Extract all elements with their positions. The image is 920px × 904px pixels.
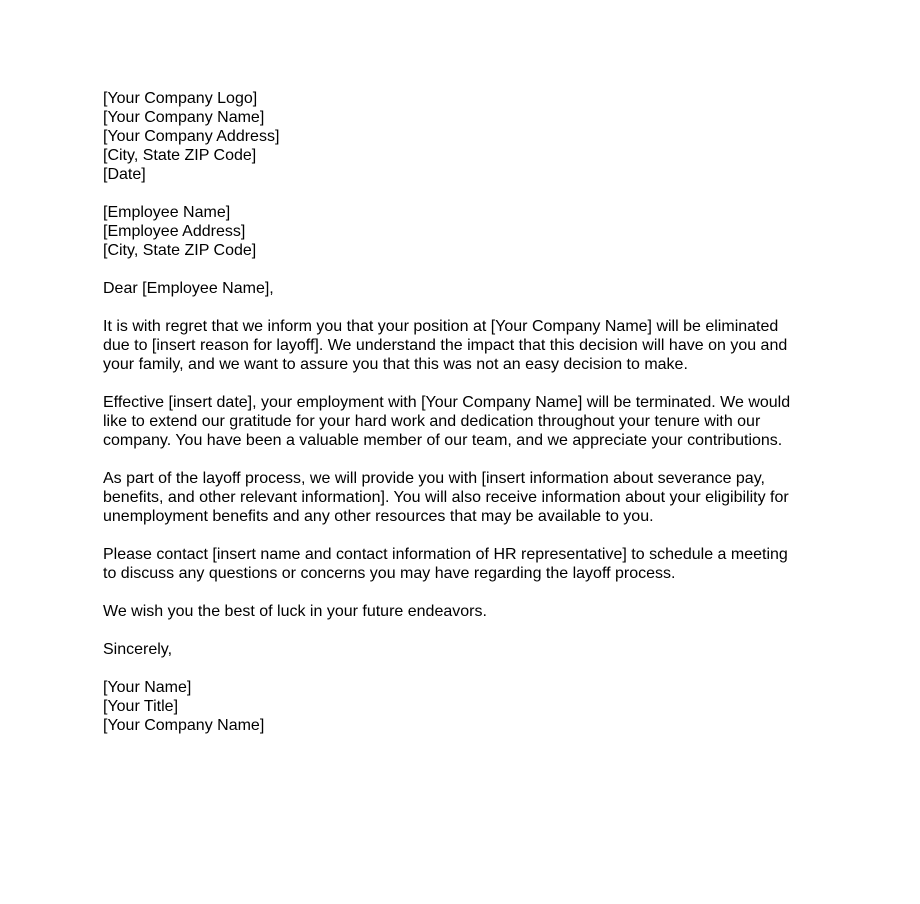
body-paragraph: As part of the layoff process, we will provide you with [insert information about severance pay, benefits, and other relevant information]. You will also receive information about your eligibility for unemployment benefits and any other resources that may be available to you.	[103, 470, 789, 525]
recipient-name: [Employee Name]	[103, 204, 231, 221]
letter-date: [Date]	[103, 166, 146, 183]
body-paragraph: Please contact [insert name and contact information of HR representative] to schedule a meeting to discuss any questions or concerns you may have regarding the layoff process.	[103, 546, 788, 582]
sender-block	[103, 89, 803, 184]
recipient-address: [Employee Address]	[103, 223, 246, 240]
signer-title: [Your Title]	[103, 698, 179, 715]
body-paragraph: Effective [insert date], your employment with [Your Company Name] will be terminated. We would like to extend our gratitude for your hard work and dedication throughout your tenure with our company. You have been a valuable member of our team, and we appreciate your contributions.	[103, 394, 791, 449]
body-paragraph: It is with regret that we inform you that your position at [Your Company Name] will be eliminated due to [insert reason for layoff]. We understand the impact that this decision will have on you and your family, and we want to assure you that this was not an easy decision to make.	[103, 318, 788, 373]
sender-city-state-zip: [City, State ZIP Code]	[103, 147, 257, 164]
closing: Sincerely,	[103, 641, 173, 658]
layoff-letter	[103, 89, 803, 754]
body-paragraph: We wish you the best of luck in your future endeavors.	[103, 603, 487, 620]
sender-company-name: [Your Company Name]	[103, 109, 265, 126]
signer-name: [Your Name]	[103, 679, 192, 696]
sender-company-address: [Your Company Address]	[103, 128, 280, 145]
recipient-block	[103, 203, 803, 260]
signer-company-name: [Your Company Name]	[103, 717, 265, 734]
signature-block	[103, 678, 803, 735]
company-logo-placeholder: [Your Company Logo]	[103, 90, 258, 107]
salutation: Dear [Employee Name],	[103, 280, 274, 297]
recipient-city-state-zip: [City, State ZIP Code]	[103, 242, 257, 259]
